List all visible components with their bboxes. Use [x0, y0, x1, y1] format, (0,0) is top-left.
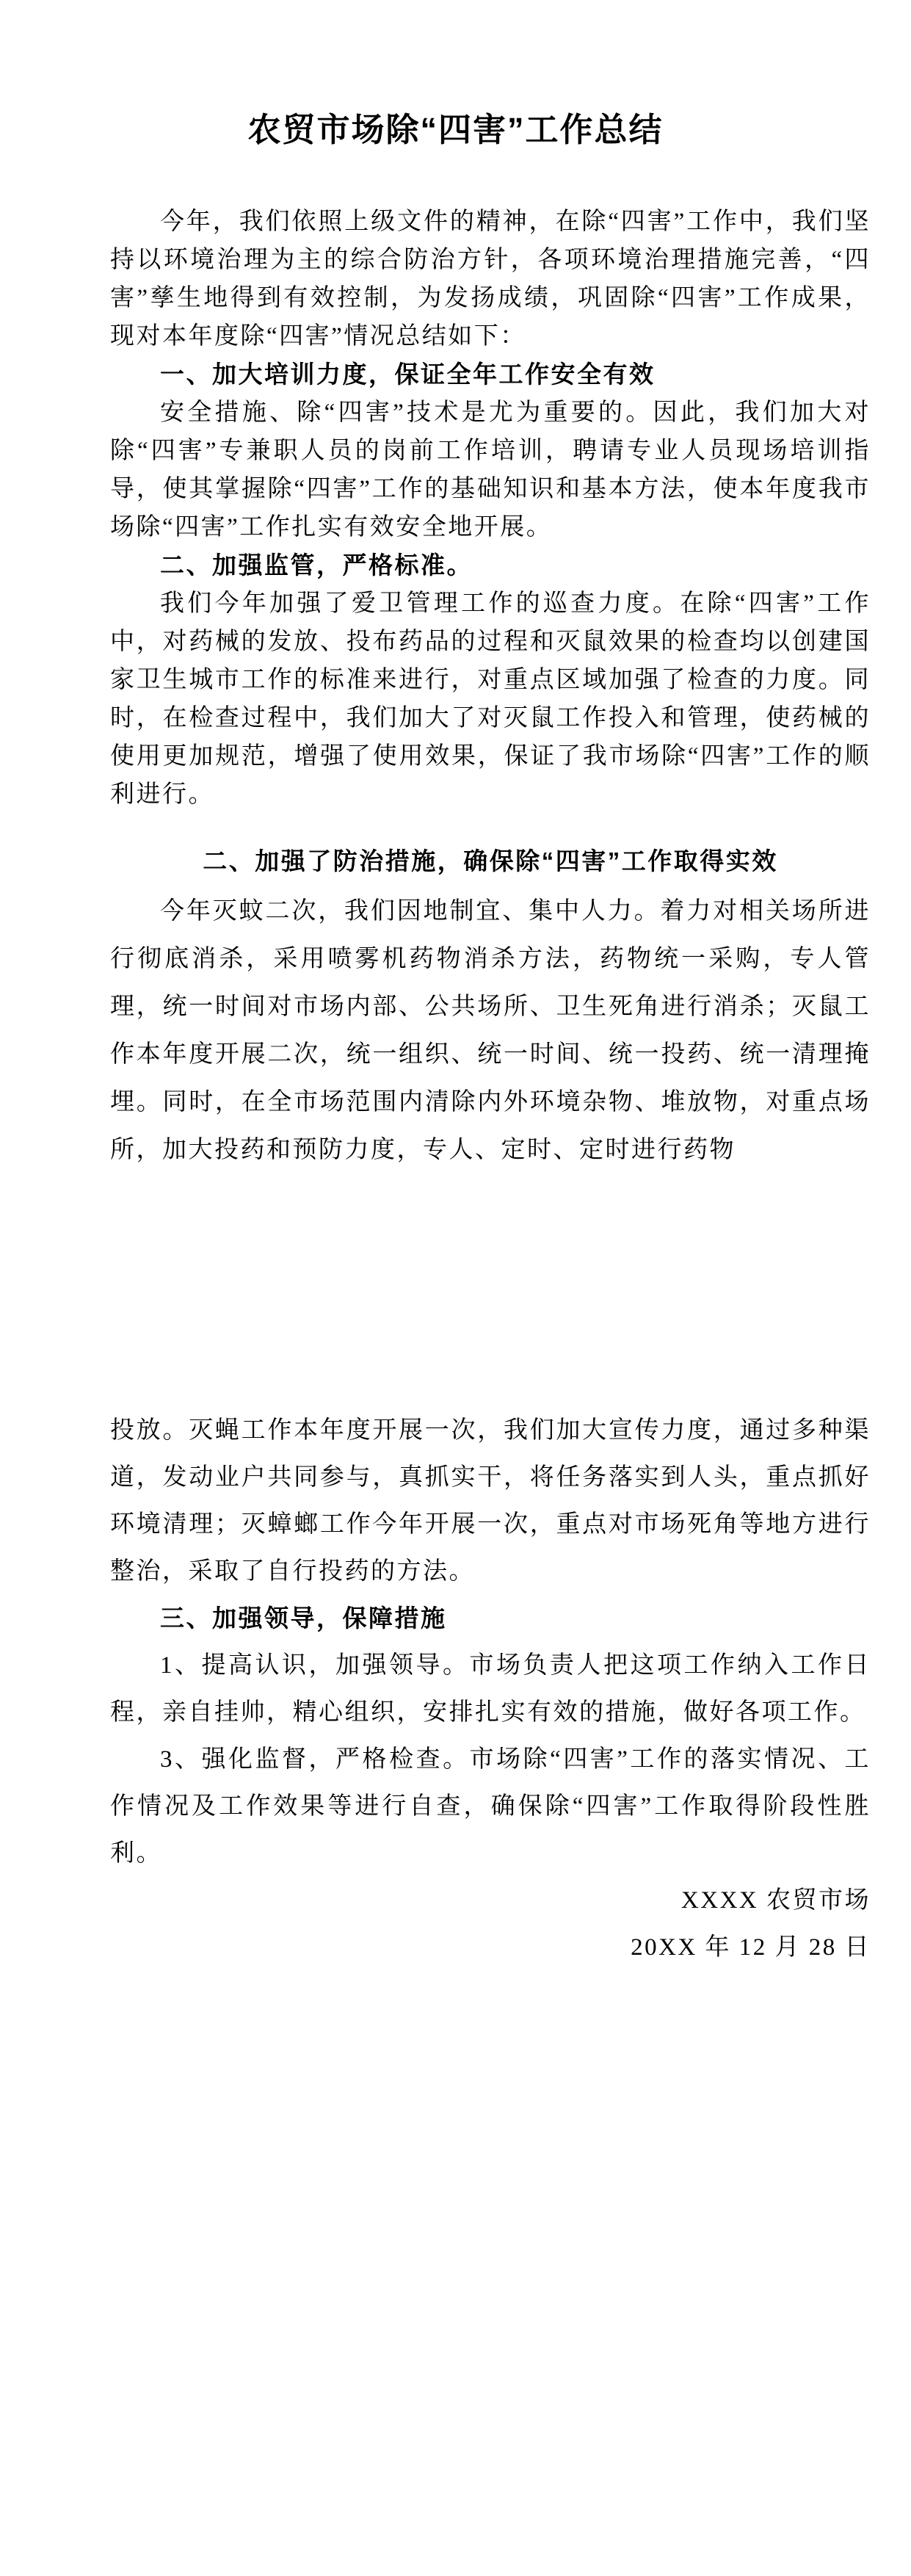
- section1-paragraph: 安全措施、除“四害”技术是尤为重要的。因此，我们加大对除“四害”专兼职人员的岗前工作培训，聘请专业人员现场培训指导，使其掌握除“四害”工作的基础知识和基本方法，使本年度我市场除“四害”工作扎实有效安全地开展。: [110, 399, 871, 540]
- section3-paragraph-page1: 今年灭蚊二次，我们因地制宜、集中人力。着力对相关场所进行彻底消杀，采用喷雾机药物消杀方法，药物统一采购，专人管理，统一时间对市场内部、公共场所、卫生死角进行消杀；灭鼠工作本年度开展二次，统一组织、统一时间、统一投药、统一清理掩埋。同时，在全市场范围内清除内外环境杂物、堆放物，对重点场所，加大投药和预防力度，专人、定时、定时进行药物: [110, 898, 871, 1163]
- section4-item3-paragraph: 3、强化监督，严格检查。市场除“四害”工作的落实情况、工作情况及工作效果等进行自查，确保除“四害”工作取得阶段性胜利。: [110, 1746, 871, 1867]
- section2-paragraph: 我们今年加强了爱卫管理工作的巡查力度。在除“四害”工作中，对药械的发放、投布药品的过程和灭鼠效果的检查均以创建国家卫生城市工作的标准来进行，对重点区域加强了检查的力度。同时，在检查过程中，我们加大了对灭鼠工作投入和管理，使药械的使用更加规范，增强了使用效果，保证了我市场除“四害”工作的顺利进行。: [110, 590, 871, 808]
- intro-paragraph: 今年，我们依照上级文件的精神，在除“四害”工作中，我们坚持以环境治理为主的综合防治方针，各项环境治理措施完善，“四害”孳生地得到有效控制，为发扬成绩，巩固除“四害”工作成果，现对本年度除“四害”情况总结如下：: [110, 209, 871, 350]
- page2-text-block: [110, 1407, 871, 1971]
- signature: XXXX 农贸市场: [680, 1887, 871, 1914]
- section1-heading: 一、加大培训力度，保证全年工作安全有效: [160, 361, 656, 388]
- section4-item1-paragraph: 1、提高认识，加强领导。市场负责人把这项工作纳入工作日程，亲自挂帅，精心组织，安排扎实有效的措施，做好各项工作。: [110, 1652, 871, 1726]
- page1-upper-text-block: [110, 203, 871, 814]
- section3-paragraph-page2: 投放。灭蝇工作本年度开展一次，我们加大宣传力度，通过多种渠道，发动业户共同参与，真抓实干，将任务落实到人头，重点抓好环境清理；灭蟑螂工作今年开展一次，重点对市场死角等地方进行整治，采取了自行投药的方法。: [110, 1417, 871, 1585]
- date: 20XX 年 12 月 28 日: [631, 1934, 871, 1961]
- section4-heading: 三、加强领导，保障措施: [160, 1604, 447, 1632]
- section2-heading: 二、加强监管，严格标准。: [160, 551, 473, 579]
- page1-lower-text-block: [110, 888, 871, 1174]
- page-title: 农贸市场除“四害”工作总结: [247, 111, 664, 148]
- section3-heading: 二、加强了防治措施，确保除“四害”工作取得实效: [203, 847, 778, 875]
